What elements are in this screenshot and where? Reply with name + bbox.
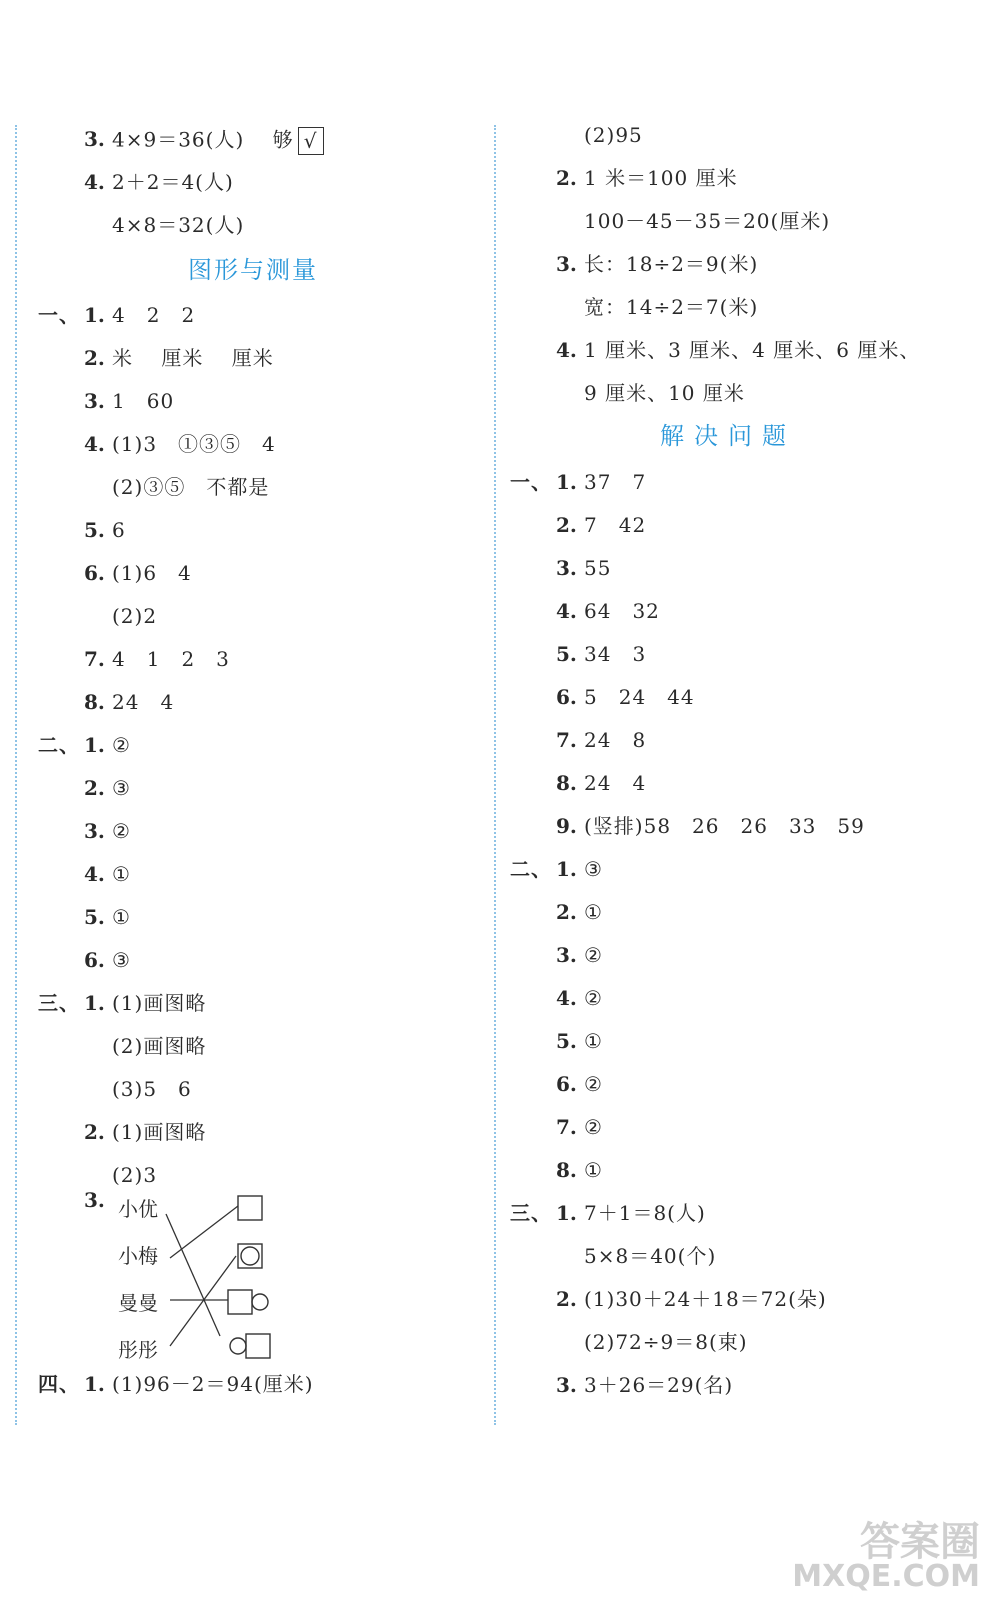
item-number: 5. [556,642,577,666]
item-number: 2. [84,776,105,800]
answer-text: (竖排)58 26 26 33 59 [584,814,865,838]
answer-text: 长：18÷2＝9(米) [584,252,759,276]
section-number: 二、 [38,733,80,757]
item-number: 4. [556,338,577,362]
item-number: 6. [556,685,577,709]
answer-text: ① [112,862,131,886]
item-number: 9. [556,814,577,838]
item-number: 3. [84,1188,105,1212]
answer-text: 米 厘米 厘米 [112,346,274,370]
answer-text: (1)30＋24＋18＝72(朵) [584,1287,827,1311]
answer-text: (2)3 [112,1163,158,1187]
answer-text: ② [112,819,131,843]
answer-text: ② [584,943,603,967]
section-title: 解决问题 [660,422,796,450]
answer-text: ③ [584,857,603,881]
answer-text: ② [584,986,603,1010]
answer-text: 4×8＝32(人) [112,213,245,237]
section-number: 一、 [510,470,552,494]
answer-text: (1)6 4 [112,561,192,585]
section-number: 二、 [510,857,552,881]
answer-text: 1 60 [112,389,175,413]
answer-text: (1)96－2＝94(厘米) [112,1372,314,1396]
answer-text: ① [584,1158,603,1182]
answer-text: 7＋1＝8(人) [584,1201,706,1225]
answer-text: 4 2 2 [112,303,196,327]
item-number: 8. [556,1158,577,1182]
section-title: 图形与测量 [188,256,318,284]
item-number: 6. [556,1072,577,1096]
answer-text: 2＋2＝4(人) [112,170,234,194]
answer-text: 24 4 [584,771,647,795]
match-line [170,1206,238,1258]
answer-text: 64 32 [584,599,660,623]
answer-text: ① [584,1029,603,1053]
answer-text: 9 厘米、10 厘米 [584,381,745,405]
answer-text: (2)95 [584,123,643,147]
item-number: 2. [556,1287,577,1311]
answer-text: ② [112,733,131,757]
match-line [170,1256,236,1346]
section-number: 三、 [38,991,80,1015]
answer-text: (2)2 [112,604,158,628]
answer-text: 5×8＝40(个) [584,1244,717,1268]
answer-text: 24 4 [112,690,175,714]
answer-text: ① [584,900,603,924]
match-name-label: 小优 [118,1197,158,1221]
answer-text: 1 厘米、3 厘米、4 厘米、6 厘米、 [584,338,921,362]
answer-text: 24 8 [584,728,647,752]
square-shape [246,1334,270,1358]
item-number: 4. [84,170,105,194]
watermark-logo [792,1519,980,1594]
answer-text: (2)画图略 [112,1034,207,1058]
watermark-url: MXQE.COM [792,1559,980,1594]
circle-shape [230,1338,246,1354]
answer-text: (2)72÷9＝8(束) [584,1330,748,1354]
answer-text: 3＋26＝29(名) [584,1373,734,1397]
item-number: 2. [556,513,577,537]
circle-shape [252,1294,268,1310]
center-column-divider [494,125,496,1425]
item-number: 1. [84,733,105,757]
answer-text: (1)3 ①③⑤ 4 [112,432,276,456]
answer-text: ③ [112,776,131,800]
item-number: 2. [84,1120,105,1144]
item-number: 4. [556,599,577,623]
answer-text: 5 24 44 [584,685,695,709]
answer-text: (2)③⑤ 不都是 [112,475,270,499]
item-number: 1. [84,303,105,327]
answer-text: 34 3 [584,642,647,666]
item-number: 3. [84,389,105,413]
answer-text: 4 1 2 3 [112,647,230,671]
check-box: √ [298,127,324,155]
answer-text: (1)画图略 [112,991,207,1015]
answer-text: 4×9＝36(人) 够 √ [112,127,324,155]
item-number: 6. [84,561,105,585]
item-number: 2. [556,166,577,190]
left-column-divider [15,125,17,1425]
item-number: 1. [556,857,577,881]
answer-text: 宽：14÷2＝7(米) [584,295,759,319]
item-number: 3. [84,127,105,151]
item-number: 7. [84,647,105,671]
item-number: 1. [556,1201,577,1225]
item-number: 1. [84,1372,105,1396]
answer-text: ② [584,1115,603,1139]
match-names [118,1197,158,1362]
match-line [166,1214,220,1336]
match-name-label: 小梅 [118,1244,158,1268]
item-number: 3. [556,556,577,580]
item-number: 8. [556,771,577,795]
answer-text: ② [584,1072,603,1096]
answer-text: 100－45－35＝20(厘米) [584,209,831,233]
answer-text: 6 [112,518,126,542]
item-number: 7. [556,1115,577,1139]
item-number: 3. [556,252,577,276]
section-number: 四、 [38,1372,80,1396]
answer-text: ① [112,905,131,929]
item-number: 6. [84,948,105,972]
answer-text: ③ [112,948,131,972]
answer-text: (3)5 6 [112,1077,192,1101]
item-number: 5. [84,905,105,929]
answer-text: 37 7 [584,470,647,494]
item-number: 3. [556,943,577,967]
item-number: 1. [84,991,105,1015]
watermark-text: 答案圈 [860,1519,980,1565]
item-number: 4. [556,986,577,1010]
answer-text: 7 42 [584,513,647,537]
match-name-label: 曼曼 [118,1291,158,1315]
item-number: 2. [556,900,577,924]
item-number: 7. [556,728,577,752]
answer-text: 1 米＝100 厘米 [584,166,738,190]
item-number: 3. [84,819,105,843]
square-shape [238,1196,262,1220]
answer-text: 55 [584,556,612,580]
item-number: 5. [84,518,105,542]
inner-circle-shape [241,1247,259,1265]
item-number: 4. [84,432,105,456]
matching-diagram [110,1196,410,1406]
item-number: 8. [84,690,105,714]
section-number: 一、 [38,303,80,327]
item-number: 3. [556,1373,577,1397]
square-shape [228,1290,252,1314]
item-number: 2. [84,346,105,370]
item-number: 5. [556,1029,577,1053]
match-name-label: 彤彤 [118,1338,158,1362]
item-number: 4. [84,862,105,886]
answer-text: (1)画图略 [112,1120,207,1144]
item-number: 1. [556,470,577,494]
section-number: 三、 [510,1201,552,1225]
